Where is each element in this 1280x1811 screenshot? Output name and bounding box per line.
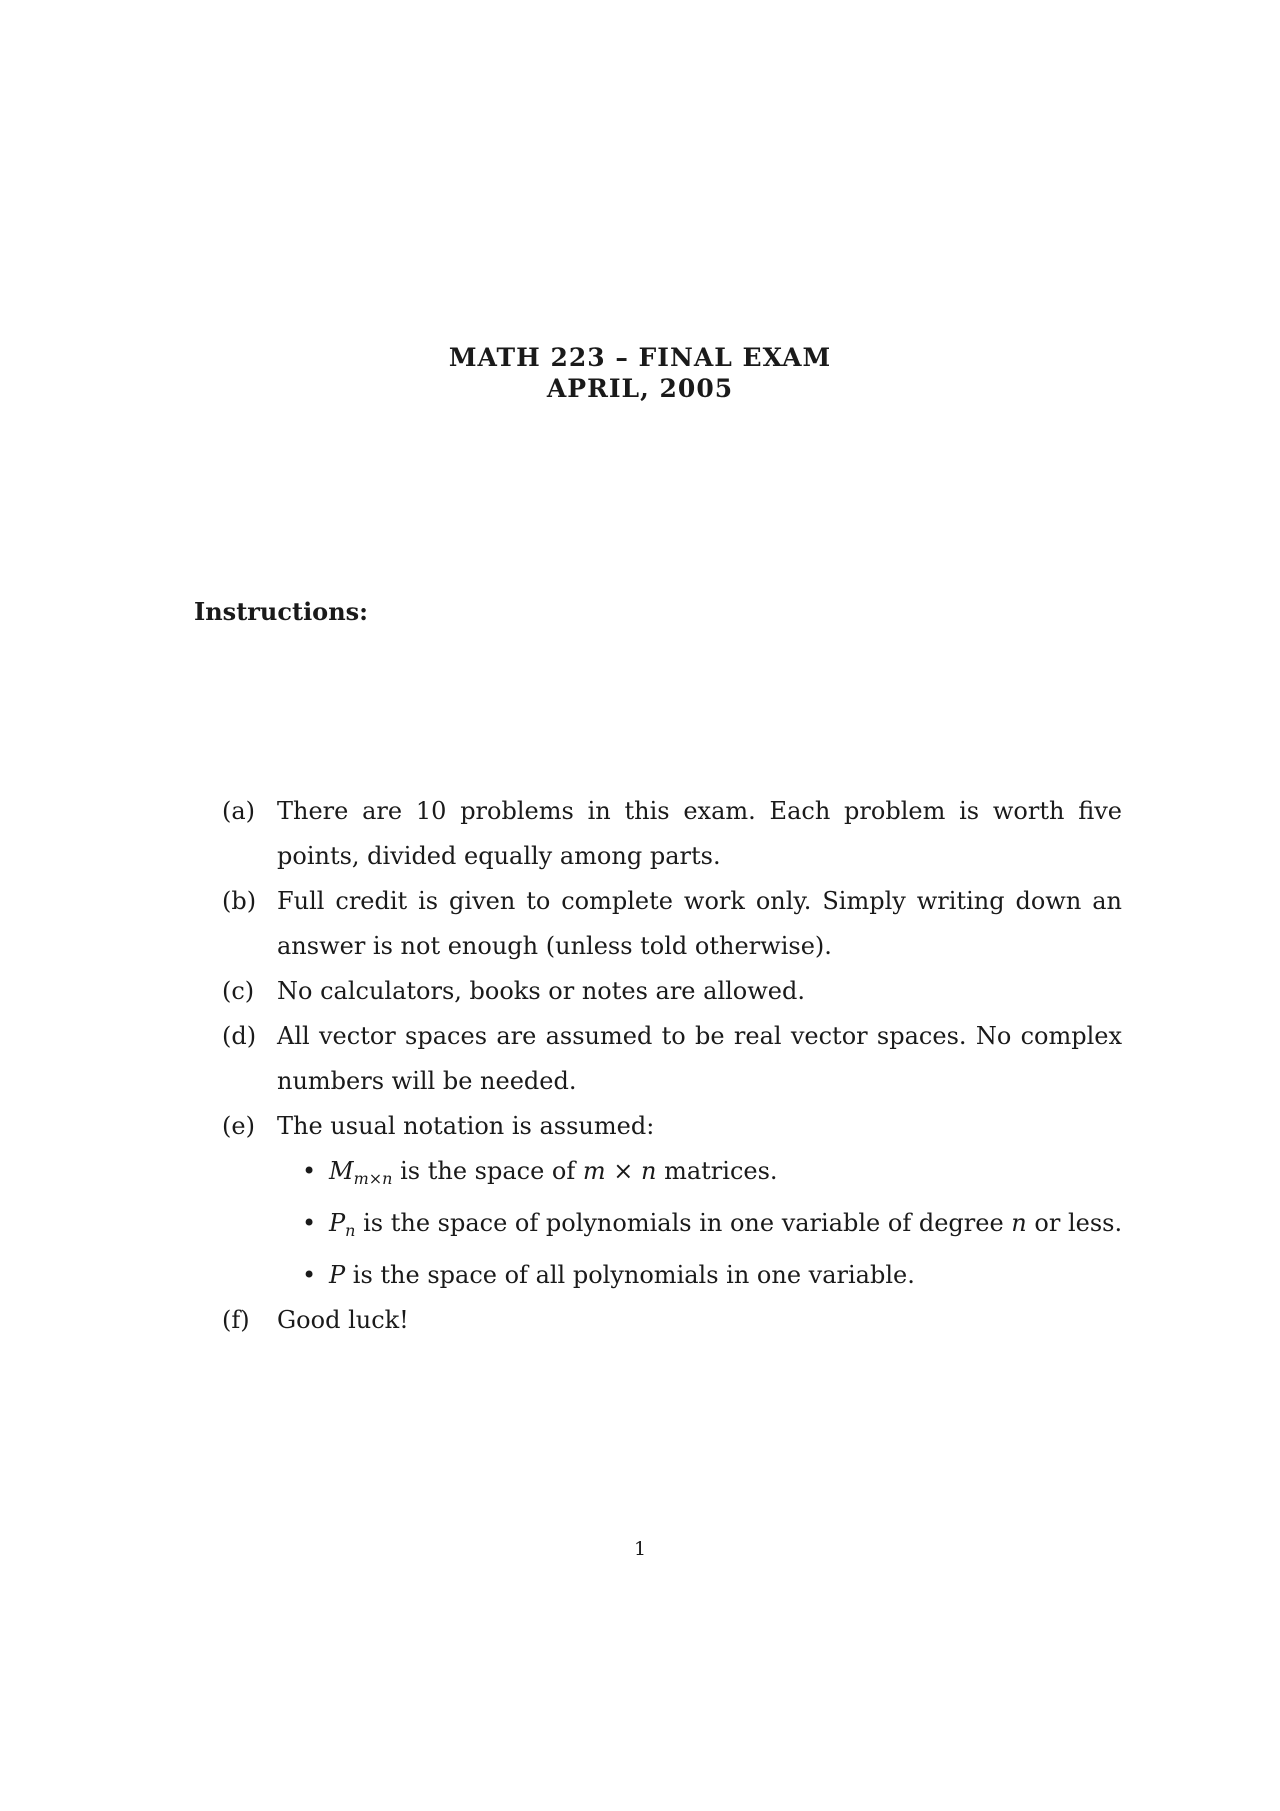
instruction-item-c — [222, 969, 1122, 1014]
page-number: 1 — [633, 1538, 647, 1560]
instruction-item-e — [222, 1104, 1122, 1298]
item-label: (b) — [222, 887, 257, 915]
item-label: (d) — [222, 1022, 257, 1050]
math-inline: n — [1011, 1209, 1027, 1237]
notation-text: is the space of — [392, 1157, 583, 1185]
notation-text-end: matrices. — [656, 1157, 778, 1185]
instructions-heading: Instructions: — [194, 597, 369, 626]
bullet-icon: • — [302, 1157, 317, 1185]
instruction-item-b — [222, 879, 1122, 969]
notation-text: is the space of polynomials in one variable of degree — [355, 1209, 1012, 1237]
math-inline: m × n — [582, 1157, 657, 1185]
notation-text-end: or less. — [1026, 1209, 1123, 1237]
title-line-date: APRIL, 2005 — [546, 374, 734, 403]
item-label: (c) — [222, 977, 255, 1005]
notation-item-matrices — [277, 1149, 1122, 1201]
instruction-item-d — [222, 1014, 1122, 1104]
item-text: All vector spaces are assumed to be real vector spaces. No complex numbers will be needed. — [277, 1022, 1122, 1095]
item-label: (f) — [222, 1306, 250, 1334]
notation-list — [277, 1149, 1122, 1298]
item-text: There are 10 problems in this exam. Each problem is worth five points, divided equally among parts. — [277, 797, 1122, 870]
notation-item-polynomials-degree — [277, 1201, 1122, 1253]
math-symbol: P — [329, 1209, 346, 1237]
item-text: The usual notation is assumed: — [277, 1112, 655, 1140]
item-text: Full credit is given to complete work only. Simply writing down an answer is not enough (unless told otherwise). — [277, 887, 1122, 960]
item-text: No calculators, books or notes are allowed. — [277, 977, 805, 1005]
bullet-icon: • — [302, 1261, 317, 1289]
math-symbol: P — [329, 1261, 346, 1289]
item-label: (a) — [222, 797, 256, 825]
instruction-item-a — [222, 789, 1122, 879]
math-symbol: M — [329, 1157, 354, 1185]
title-line-course: MATH 223 – FINAL EXAM — [448, 343, 832, 372]
notation-text: is the space of all polynomials in one variable. — [345, 1261, 915, 1289]
math-subscript: m×n — [353, 1169, 393, 1188]
exam-title — [0, 342, 1280, 404]
instructions-list — [222, 789, 1122, 1343]
math-subscript: n — [345, 1221, 356, 1240]
notation-item-polynomials-all — [277, 1253, 1122, 1298]
instruction-item-f — [222, 1298, 1122, 1343]
bullet-icon: • — [302, 1209, 317, 1237]
item-label: (e) — [222, 1112, 255, 1140]
item-text: Good luck! — [277, 1306, 409, 1334]
